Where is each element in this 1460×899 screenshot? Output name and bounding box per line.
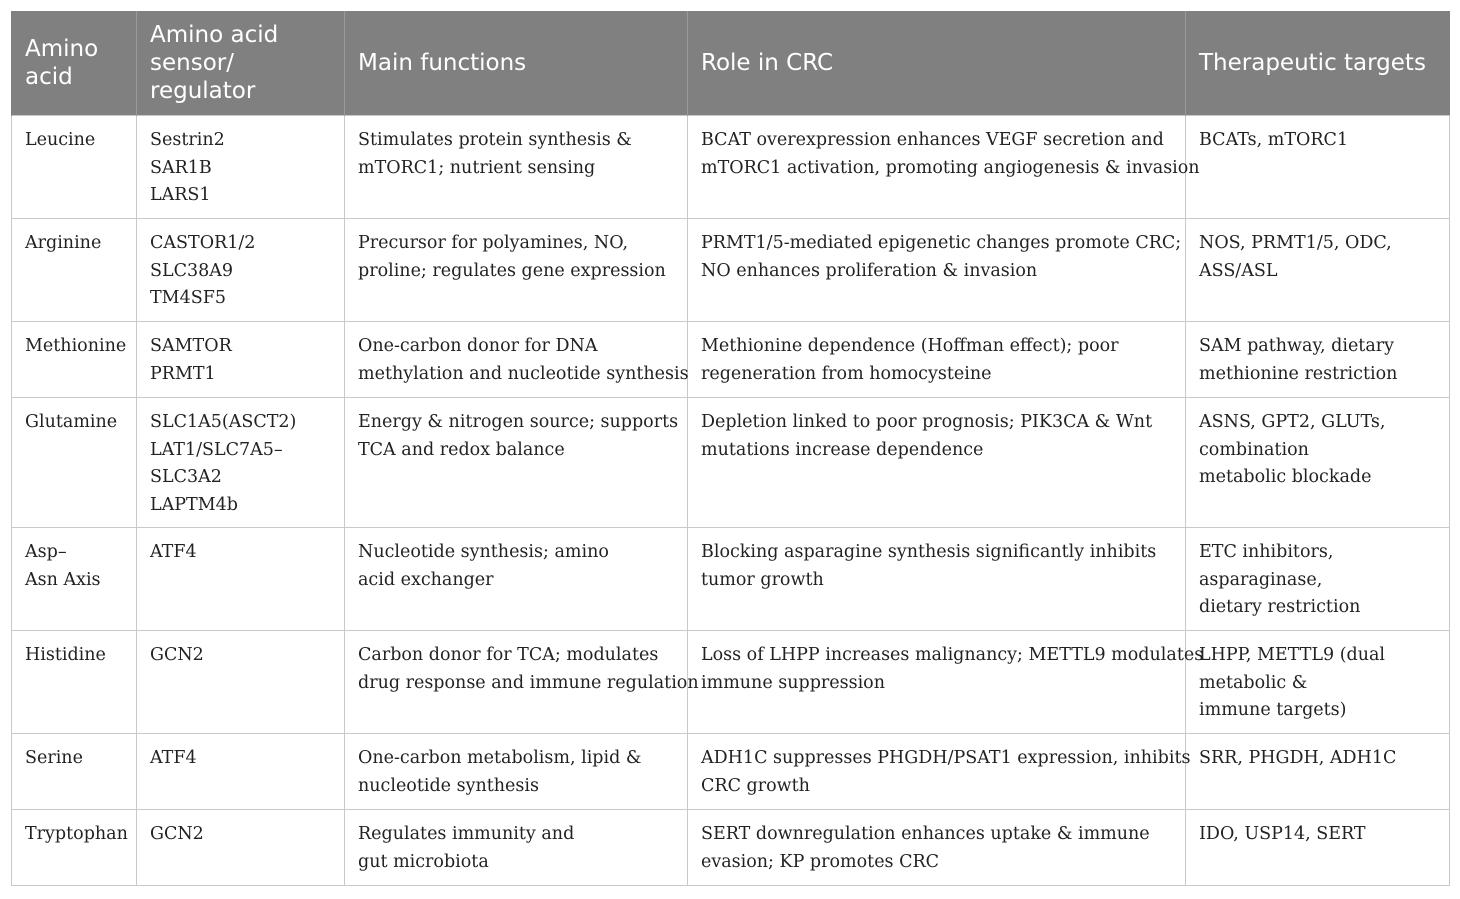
header-line: acid [25, 64, 73, 90]
header-line: Amino [25, 36, 99, 62]
cell-text-line: acid exchanger [358, 569, 494, 590]
cell-text-line: TCA and redox balance [358, 439, 565, 460]
table-row [12, 631, 1450, 734]
amino-acid-table [11, 11, 1450, 886]
cell-text-line: Methionine [25, 336, 127, 356]
cell-text-line: Tryptophan [25, 824, 128, 844]
header-line: Therapeutic targets [1199, 50, 1426, 76]
cell-text-line: mTORC1; nutrient sensing [358, 157, 596, 178]
cell-text-line: metabolic blockade [1199, 467, 1372, 487]
cell-text-line: LAT1/SLC7A5– [150, 439, 283, 460]
header-therapeutic-targets [1186, 11, 1450, 116]
cell-text-line: immune suppression [701, 672, 885, 693]
cell-text-line: CRC growth [701, 775, 810, 796]
amino-acid-cell [12, 631, 137, 734]
role-in-crc-cell [688, 219, 1186, 322]
therapeutic-targets-cell [1186, 116, 1450, 219]
sensor-regulator-cell [137, 810, 345, 886]
cell-text-line: One-carbon donor for DNA [358, 336, 598, 356]
header-row [12, 11, 1450, 116]
role-in-crc-cell [688, 116, 1200, 219]
sensor-regulator-cell [137, 116, 345, 219]
therapeutic-targets-cell [1186, 810, 1450, 886]
role-in-crc-cell [688, 734, 1191, 810]
cell-text-line: ADH1C suppresses PHGDH/PSAT1 expression, inhibits [701, 748, 1191, 768]
cell-text-line: drug response and immune regulation [358, 672, 699, 693]
amino-acid-table-container [11, 11, 1449, 886]
cell-text-line: Energy & nitrogen source; supports [358, 412, 679, 432]
therapeutic-targets-cell [1186, 322, 1450, 398]
cell-text-line: Precursor for polyamines, NO, [358, 233, 629, 253]
cell-text-line: LAPTM4b [150, 494, 238, 515]
cell-text-line: Methionine dependence (Hoffman effect); poor [701, 336, 1119, 356]
cell-text-line: ETC inhibitors, [1199, 542, 1334, 562]
cell-text-line: asparaginase, [1199, 569, 1323, 590]
cell-text-line: immune targets) [1199, 700, 1347, 720]
table-row [12, 810, 1450, 886]
cell-text-line: Asp– [25, 542, 67, 562]
role-in-crc-cell [688, 528, 1186, 631]
sensor-regulator-cell [137, 528, 345, 631]
cell-text-line: TM4SF5 [150, 288, 226, 308]
main-functions-cell [345, 810, 688, 886]
cell-text-line: methionine restriction [1199, 363, 1398, 384]
amino-acid-cell [12, 810, 137, 886]
table-row [12, 528, 1450, 631]
main-functions-cell [345, 219, 688, 322]
cell-text-line: BCATs, mTORC1 [1199, 130, 1349, 150]
cell-text-line: nucleotide synthesis [358, 775, 539, 796]
header-line: regulator [150, 78, 256, 104]
cell-text-line: Sestrin2 [150, 130, 225, 150]
sensor-regulator-cell [137, 734, 345, 810]
cell-text-line: NOS, PRMT1/5, ODC, [1199, 233, 1392, 253]
cell-text-line: IDO, USP14, SERT [1199, 824, 1366, 844]
cell-text-line: Stimulates protein synthesis & [358, 130, 632, 150]
header-amino-acid [12, 11, 137, 116]
cell-text-line: SLC3A2 [150, 467, 222, 487]
header-line: Main functions [358, 50, 527, 76]
cell-text-line: Leucine [25, 130, 96, 150]
sensor-regulator-cell [137, 219, 345, 322]
cell-text-line: SLC1A5(ASCT2) [150, 412, 297, 432]
cell-text-line: ATF4 [150, 542, 197, 562]
cell-text-line: CASTOR1/2 [150, 233, 256, 253]
main-functions-cell [345, 398, 688, 528]
main-functions-cell [345, 734, 688, 810]
main-functions-cell [345, 631, 699, 734]
cell-text-line: mTORC1 activation, promoting angiogenesis & invasion [701, 157, 1200, 178]
header-main-functions [345, 11, 688, 116]
cell-text-line: PRMT1/5-mediated epigenetic changes promote CRC; [701, 233, 1182, 253]
cell-text-line: SAM pathway, dietary [1199, 336, 1395, 356]
cell-text-line: proline; regulates gene expression [358, 260, 666, 281]
table-row [12, 219, 1450, 322]
cell-text-line: Serine [25, 748, 83, 768]
cell-text-line: Arginine [25, 233, 102, 253]
header-line: Role in CRC [701, 50, 834, 76]
table-row [12, 734, 1450, 810]
table-body [12, 116, 1450, 886]
therapeutic-targets-cell [1186, 398, 1450, 528]
cell-text-line: ASNS, GPT2, GLUTs, [1199, 412, 1386, 432]
amino-acid-cell [12, 734, 137, 810]
cell-text-line: gut microbiota [358, 851, 489, 872]
cell-text-line: mutations increase dependence [701, 439, 984, 460]
sensor-regulator-cell [137, 398, 345, 528]
cell-text-line: ATF4 [150, 748, 197, 768]
main-functions-cell [345, 528, 688, 631]
cell-text-line: SERT downregulation enhances uptake & immune [701, 824, 1150, 844]
cell-text-line: ASS/ASL [1199, 260, 1278, 281]
header-line: sensor/ [150, 50, 234, 76]
cell-text-line: Loss of LHPP increases malignancy; METTL9 modulates [701, 645, 1204, 665]
cell-text-line: Depletion linked to poor prognosis; PIK3CA & Wnt [701, 412, 1153, 432]
table-header [12, 11, 1450, 116]
header-role-in-crc [688, 11, 1186, 116]
amino-acid-cell [12, 116, 137, 219]
cell-text-line: LHPP, METTL9 (dual [1199, 645, 1386, 665]
cell-text-line: SRR, PHGDH, ADH1C [1199, 748, 1397, 768]
table-row [12, 116, 1450, 219]
role-in-crc-cell [688, 631, 1204, 734]
cell-text-line: evasion; KP promotes CRC [701, 851, 940, 872]
role-in-crc-cell [688, 398, 1186, 528]
cell-text-line: LARS1 [150, 185, 211, 205]
therapeutic-targets-cell [1186, 734, 1450, 810]
cell-text-line: Nucleotide synthesis; amino [358, 542, 609, 562]
cell-text-line: Glutamine [25, 412, 118, 432]
cell-text-line: methylation and nucleotide synthesis [358, 363, 689, 384]
cell-text-line: Carbon donor for TCA; modulates [358, 645, 659, 665]
amino-acid-cell [12, 528, 137, 631]
therapeutic-targets-cell [1186, 528, 1450, 631]
cell-text-line: combination [1199, 439, 1309, 460]
cell-text-line: One-carbon metabolism, lipid & [358, 748, 642, 768]
cell-text-line: Blocking asparagine synthesis significantly inhibits [701, 542, 1157, 562]
cell-text-line: SLC38A9 [150, 260, 234, 281]
role-in-crc-cell [688, 322, 1186, 398]
amino-acid-cell [12, 322, 137, 398]
table-row [12, 322, 1450, 398]
role-in-crc-cell [688, 810, 1186, 886]
header-sensor-regulator [137, 11, 345, 116]
cell-text-line: NO enhances proliferation & invasion [701, 260, 1038, 281]
table-row [12, 398, 1450, 528]
cell-text-line: metabolic & [1199, 672, 1308, 693]
sensor-regulator-cell [137, 631, 345, 734]
main-functions-cell [345, 116, 688, 219]
cell-text-line: regeneration from homocysteine [701, 363, 992, 384]
amino-acid-cell [12, 398, 137, 528]
cell-text-line: BCAT overexpression enhances VEGF secretion and [701, 130, 1164, 150]
cell-text-line: GCN2 [150, 824, 204, 844]
main-functions-cell [345, 322, 688, 398]
cell-text-line: tumor growth [701, 569, 824, 590]
sensor-regulator-cell [137, 322, 345, 398]
cell-text-line: Histidine [25, 645, 106, 665]
cell-text-line: SAMTOR [150, 336, 232, 356]
cell-text-line: dietary restriction [1199, 597, 1361, 617]
cell-text-line: Asn Axis [25, 569, 101, 590]
amino-acid-cell [12, 219, 137, 322]
cell-text-line: Regulates immunity and [358, 824, 575, 844]
cell-text-line: GCN2 [150, 645, 204, 665]
therapeutic-targets-cell [1186, 219, 1450, 322]
cell-text-line: SAR1B [150, 157, 212, 178]
therapeutic-targets-cell [1186, 631, 1450, 734]
cell-text-line: PRMT1 [150, 363, 216, 384]
header-line: Amino acid [150, 22, 279, 48]
